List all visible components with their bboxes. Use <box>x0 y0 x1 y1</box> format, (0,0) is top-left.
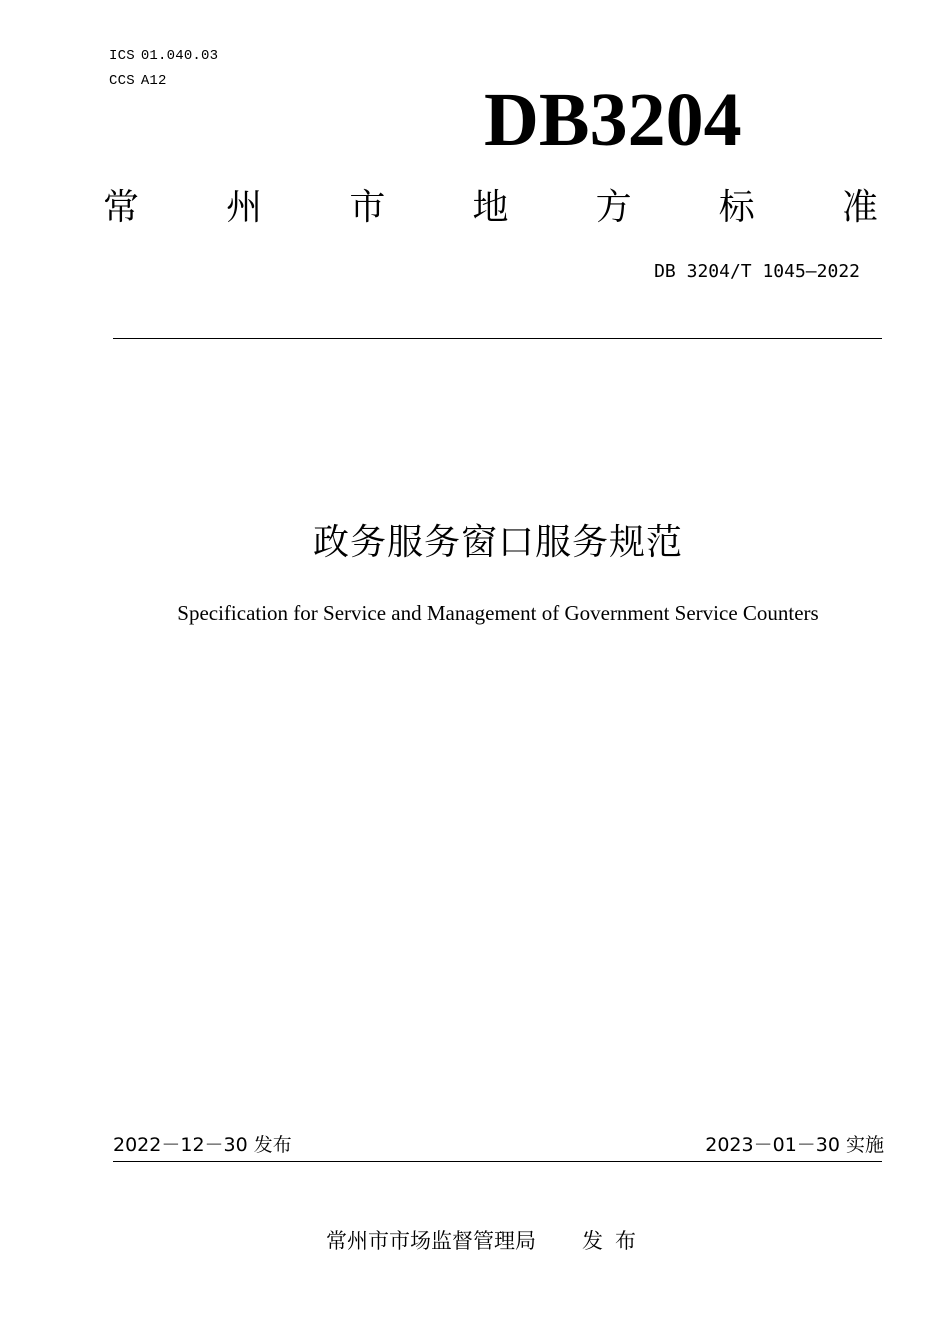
standard-type-char: 市 <box>349 187 386 228</box>
standard-type-char: 标 <box>718 187 755 228</box>
standard-type-char: 准 <box>841 187 878 228</box>
bottom-divider <box>113 1161 882 1162</box>
db-standard-logo: DB3204 <box>484 78 742 162</box>
issue-date: 2022－12－30 发布 <box>113 1134 292 1156</box>
standard-type-char: 地 <box>472 187 509 228</box>
ics-label: ICS <box>109 48 135 64</box>
ccs-code: A12 <box>140 73 167 89</box>
standard-number: DB 3204/T 1045—2022 <box>654 261 860 282</box>
title-chinese: 政务服务窗口服务规范 <box>312 522 683 563</box>
top-divider <box>113 338 882 339</box>
standard-type-char: 方 <box>595 187 632 228</box>
implementation-date: 2023－01－30 实施 <box>705 1134 884 1156</box>
standard-type-char: 州 <box>226 187 263 228</box>
ccs-classification <box>109 73 167 89</box>
publisher-line <box>0 1228 950 1254</box>
title-english: Specification for Service and Management of Government Service Counters <box>177 601 819 625</box>
standard-type-heading <box>103 185 878 231</box>
publisher-action: 发布 <box>582 1229 648 1253</box>
ics-classification <box>109 48 218 64</box>
ccs-label: CCS <box>109 73 135 89</box>
ics-code: 01.040.03 <box>140 48 219 64</box>
publisher-name: 常州市市场监督管理局 <box>326 1229 536 1253</box>
standard-type-char: 常 <box>103 187 140 228</box>
